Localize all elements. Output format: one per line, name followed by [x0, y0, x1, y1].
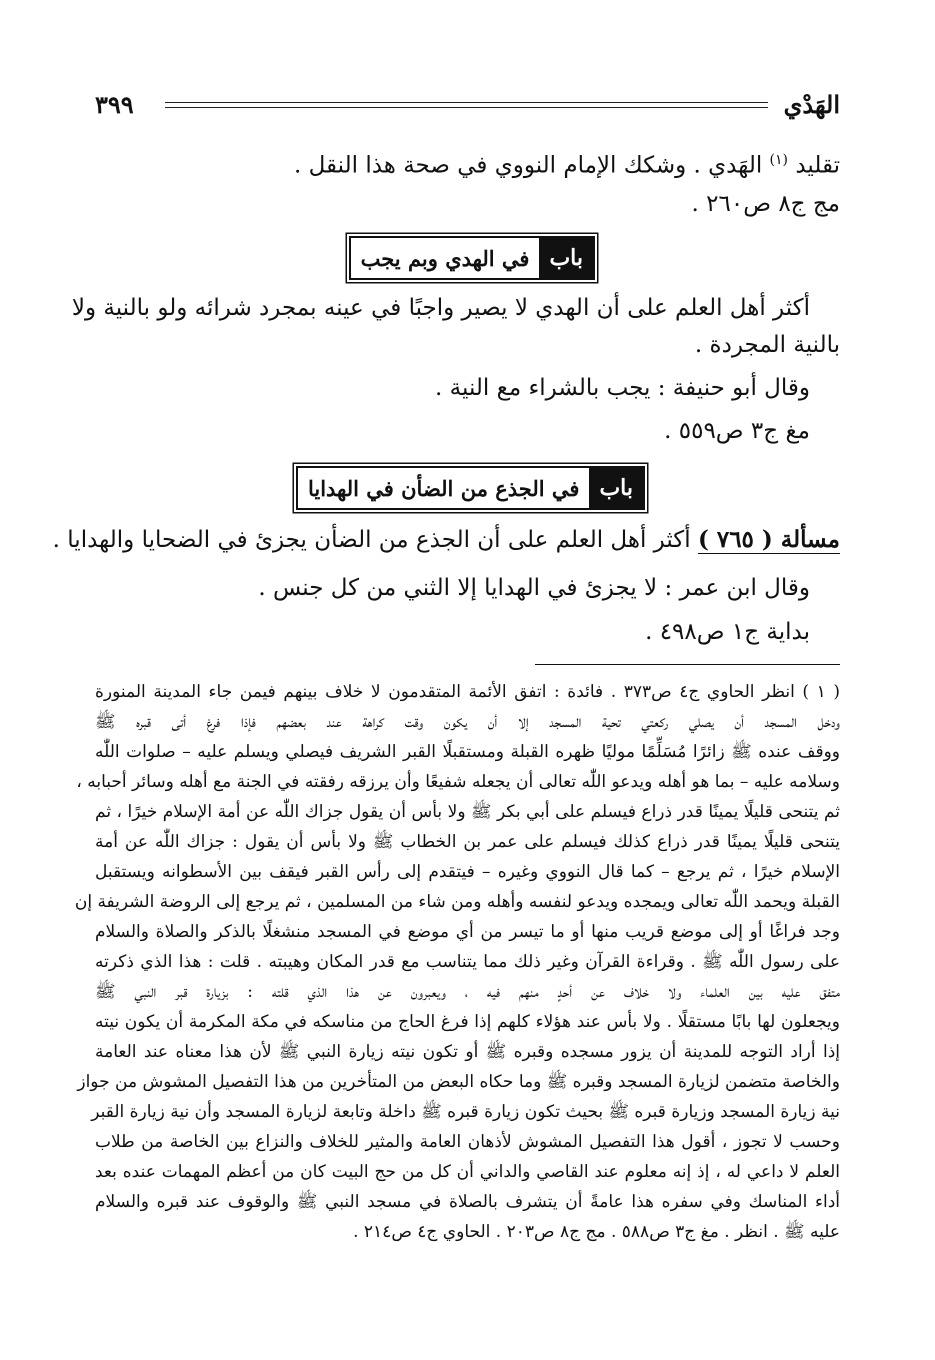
footnote-line: أداء المناسك وفي سفره هذا عامةً أن يتشرف بالصلاة في مسجد النبي ﷺ والوقوف عند قبره والسلام [95, 1192, 840, 1212]
footnote-line: القبلة ويحمد اللّٰه تعالى ويمجده ويدعو لنفسه وأهله ومن شاء من المسلمين ، ثم يرجع إلى الروضة الشريفة إن [74, 892, 840, 912]
footnote-line: إذا أراد التوجه للمدينة أن يزور مسجده وقبره ﷺ أو تكون نيته زيارة النبي ﷺ لأن هذا معناه عند العامة [95, 1042, 840, 1062]
running-title: الهَدْي [783, 90, 840, 119]
footnote-line: الإسلام خيرًا ، ثم يرجع – كما قال النووي وغيره – فيتقدم إلى رأس القبر فيقف بين الأسطوانه ويستقبل [95, 862, 840, 882]
text-line-1 [95, 142, 840, 184]
footnote-line: ثم يتنحى قليلًا يمينًا قدر ذراع فيسلم على أبي بكر ﷺ ولا بأس أن يقول جزاك اللّٰه عن أمة الإسلام خيرًا ، ثم [95, 802, 840, 822]
footnote-line: العلم لا داعي له ، إذ إنه معلوم عند القاصي والداني أن كل من حج البيت كان من أعظم المهمات عنده بعد [95, 1162, 840, 1182]
footnote-line: وسلامه عليه – بما هو أهله ويدعو اللّٰه تعالى أن يجعله شفيعًا وأن يرزقه رفقته في الجنة مع أهله وسائر أحبابه ، [76, 772, 840, 792]
text-line-6: وقال ابن عمر : لا يجزئ في الهدايا إلا الثني من كل جنس . [258, 575, 810, 601]
text-line-5 [52, 522, 840, 558]
footnote-line: ودخل المسجد أن يصلي ركعتي تحية المسجد إلا أن يكون وقت كراهة عند بعضهم فإذا فرغ أتى قبره ﷺ [95, 712, 840, 732]
text-line-2: أكثر أهل العلم على أن الهدي لا يصير واجبًا في عينه بمجرد شرائه ولو بالنية ولا [71, 295, 810, 321]
text-segment: تقليد [795, 152, 840, 179]
footnote-line: عليه ﷺ . انظر . مغ ج٣ ص٥٨٨ . مج ج٨ ص٢٠٣ . الحاوي ج٤ ص٢١٤ . [353, 1222, 840, 1242]
page-number: ٣٩٩ [95, 90, 134, 119]
header-double-rule [165, 102, 768, 108]
citation-line-3: بداية ج١ ص٤٩٨ . [645, 619, 810, 645]
footnote-marker: (١) [769, 152, 789, 168]
footnote-line: على رسول اللّٰه ﷺ . وقراءة القرآن وغير ذلك مما يتناسب مع قدر المكان وهيبته . قلت : هذا الذي ذكرته [95, 952, 840, 972]
footnote-line: يتنحى قليلًا يمينًا قدر ذراع كذلك فيسلم على عمر بن الخطاب ﷺ ولا بأس أن يقول : جزاك اللّٰه عن أمة [95, 832, 840, 852]
chapter-label: باب [539, 238, 593, 278]
text-line-4: وقال أبو حنيفة : يجب بالشراء مع النية . [435, 375, 810, 401]
footnote-line: والخاصة متضمن لزيارة المسجد وقبره ﷺ وما حكاه البعض من المتأخرين من هذا التفصيل المشوش من جواز [77, 1072, 840, 1092]
chapter-label: باب [589, 468, 643, 508]
issue-number: مسألة ( ٧٦٥ ) [697, 526, 840, 553]
footnote-line: وحسب لا تجوز ، أقول هذا التفصيل المشوش لأذهان العامة والمثير للخلاف والنزاع بين الخاصة من طلاب [95, 1132, 840, 1152]
chapter-title: في الجذع من الضأن في الهدايا [307, 475, 580, 501]
citation-line-2: مغ ج٣ ص٥٥٩ . [664, 418, 810, 444]
footnote-line: وجد فراغًا أو إلى موضع قريب منها أو ما تيسر من أي موضع في المسجد منشغلًا بالذكر والصلاة والسلام [95, 922, 840, 942]
text-line-3: بالنية المجردة . [694, 332, 840, 358]
text-segment: الهَدي . وشكك الإمام النووي في صحة هذا النقل . [294, 152, 763, 179]
chapter-title: في الهدي وبم يجب [360, 245, 530, 271]
footnote-line: متفق عليه بين العلماء ولا خلاف عن أحدٍ منهم فيه ، ويعبرون عن هذا الذي قلته : بزيارة قبر النبي ﷺ [95, 982, 840, 1002]
footnote-line: ويجعلون لها بابًا مستقلًا . ولا بأس عند هؤلاء كلهم إذا فرغ الحاج من مناسكه في مكة المكرمة أن يكون نيته [95, 1012, 840, 1032]
footnote-line: ووقف عنده ﷺ زائرًا مُسَلِّمًا موليًا ظهره القبلة ومستقبلًا القبر الشريف فيصلي ويسلم عليه – صلوات اللّٰه [95, 742, 840, 762]
footnote-separator [535, 664, 840, 665]
chapter-box-1 [349, 236, 595, 280]
text-segment: أكثر أهل العلم على أن الجذع من الضأن يجزئ في الضحايا والهدايا . [52, 527, 691, 553]
footnote-line: ( ١ ) انظر الحاوي ج٤ ص٣٧٣ . فائدة : اتفق الأئمة المتقدمون لا خلاف بينهم فيمن جاء المدينة المنورة [95, 682, 840, 702]
footnote-line: نية زيارة المسجد وزيارة قبره ﷺ بحيث تكون زيارة قبره ﷺ داخلة وتابعة لزيارة المسجد وأن نية زيارة القبر [91, 1102, 840, 1122]
page-header [95, 88, 840, 124]
citation-line-1: مج ج٨ ص٢٦٠ . [691, 191, 840, 217]
chapter-box-2 [296, 466, 645, 510]
